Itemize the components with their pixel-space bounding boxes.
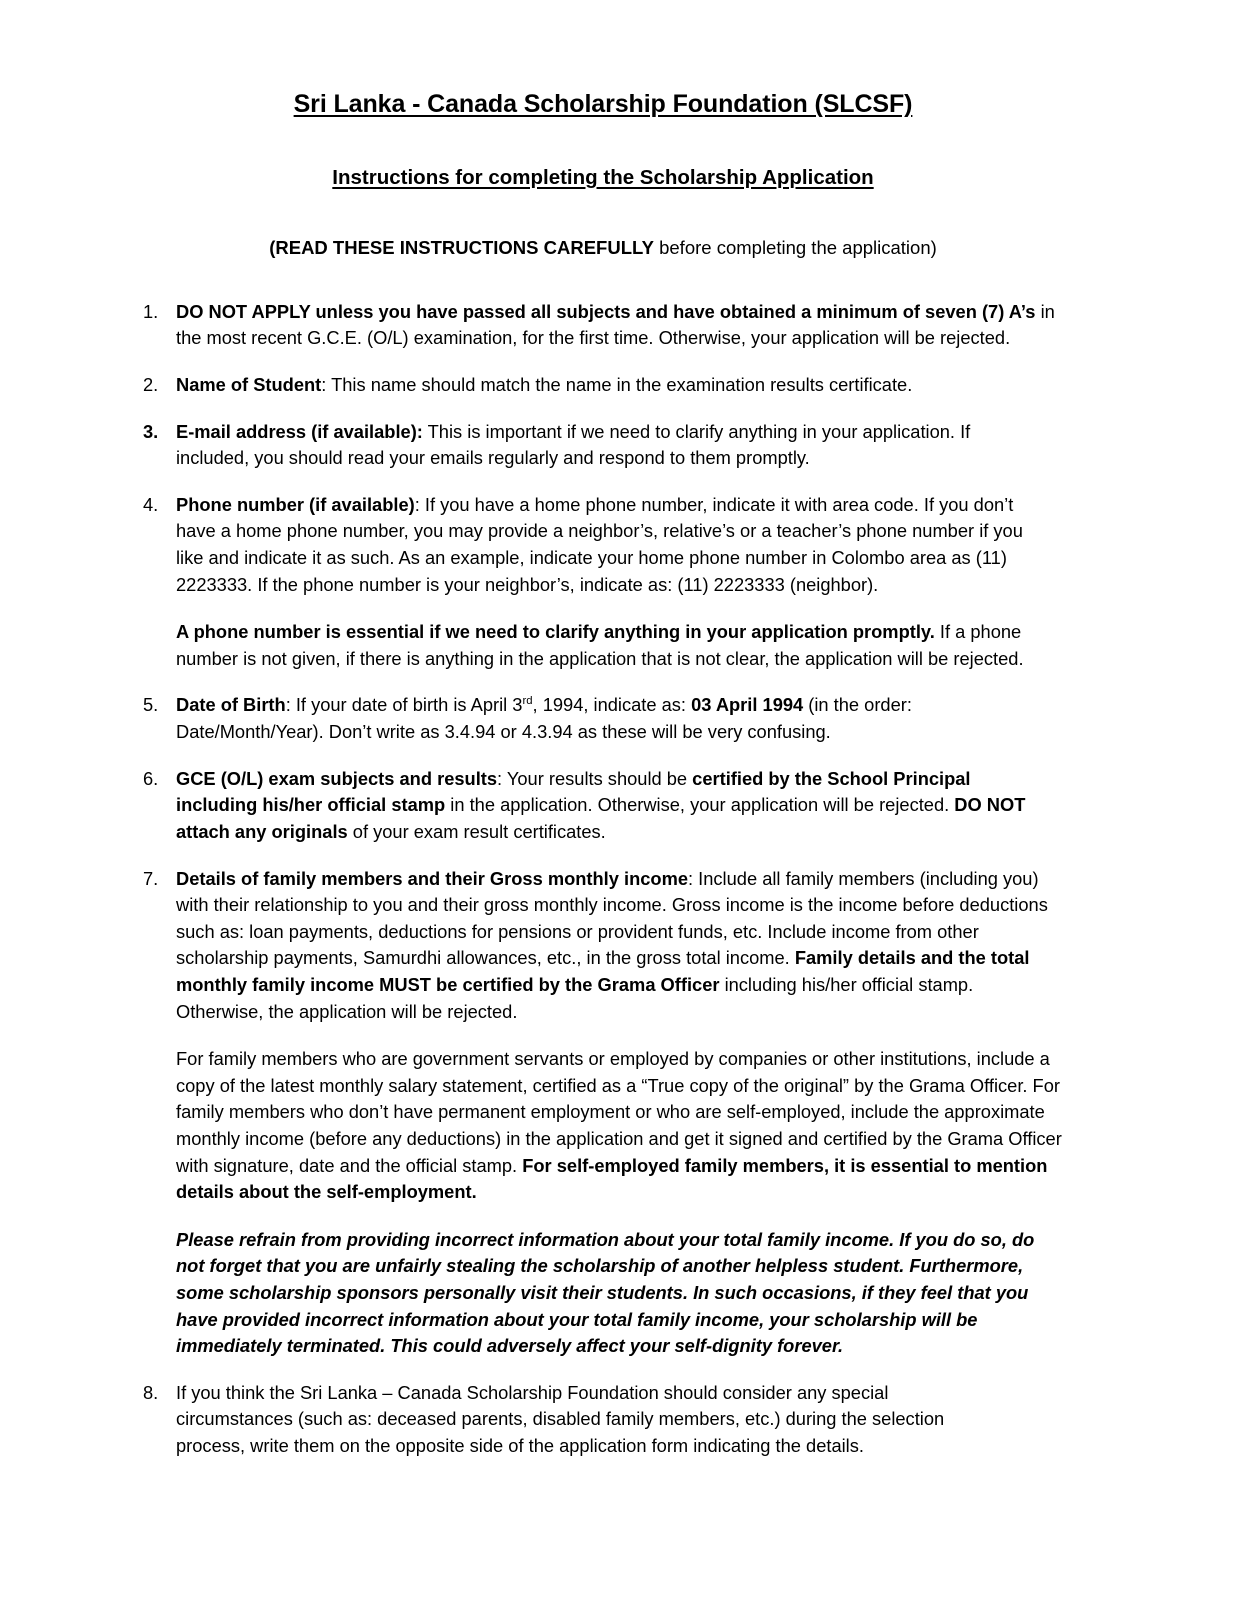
item-4-bold-emphasis: A phone number is essential if we need to clarify anything in your application promptly. bbox=[176, 621, 935, 643]
read-instructions-note bbox=[143, 190, 1063, 259]
item-6-bold-lead: GCE (O/L) exam subjects and results bbox=[176, 767, 498, 789]
item-5-text-b: , 1994, indicate as: bbox=[532, 694, 692, 716]
instructions-list bbox=[143, 259, 1063, 1460]
instruction-item-1 bbox=[143, 299, 1063, 352]
item-7-text-2: For family members who are government servants or employed by companies or other institutions, include a copy of the latest monthly salary statement, certified as a “True copy of the original” by the Grama Officer. For family members who don’t have permanent employment or who are self-employed, include the approximate monthly income (before any deductions) in the application and get it signed and certified by the Grama Officer with signature, date and the official stamp. bbox=[176, 1048, 1062, 1176]
item-number-7: 7. bbox=[143, 867, 159, 889]
item-number-2: 2. bbox=[143, 373, 159, 395]
item-number-1: 1. bbox=[143, 300, 159, 322]
item-7-bold-lead: Details of family members and their Gross monthly income bbox=[176, 867, 689, 889]
item-7-text-b: including his/her official stamp. Otherwise, the application will be rejected. bbox=[176, 973, 974, 1022]
item-number-8: 8. bbox=[143, 1381, 159, 1403]
item-3-bold-lead: E-mail address (if available): bbox=[176, 420, 423, 442]
item-8-paragraph: If you think the Sri Lanka – Canada Scholarship Foundation should consider any special circumstances (such as: deceased parents, disabled family members, etc.) during the selection process, write them on the opposite side of the application form indicating the details. bbox=[176, 1381, 945, 1457]
item-7-bold-b: Family details and the total monthly family income MUST be certified by the Grama Officer bbox=[176, 947, 1030, 995]
instruction-item-5 bbox=[143, 692, 1063, 745]
document-content bbox=[143, 0, 1063, 1480]
item-5-ordinal-suffix: rd bbox=[522, 695, 533, 708]
read-note-bold: (READ THESE INSTRUCTIONS CAREFULLY bbox=[269, 236, 654, 258]
instruction-item-3 bbox=[143, 419, 1063, 472]
item-number-5: 5. bbox=[143, 694, 159, 716]
instruction-item-4 bbox=[143, 492, 1063, 673]
item-6-paragraph bbox=[176, 766, 1048, 846]
read-note-rest: before completing the application) bbox=[653, 236, 937, 258]
item-1-text: in the most recent G.C.E. (O/L) examination, for the first time. Otherwise, your application will be rejected. bbox=[176, 300, 1055, 349]
item-6-text-c: of your exam result certificates. bbox=[347, 820, 606, 842]
item-4-paragraph-1 bbox=[176, 492, 1048, 598]
item-2-paragraph bbox=[176, 372, 1063, 399]
page-subtitle-text: Instructions for completing the Scholarship Application bbox=[332, 166, 874, 189]
item-6-text-a: : Your results should be bbox=[497, 767, 693, 789]
page-subtitle bbox=[143, 118, 1063, 190]
item-5-text-c: (in the order: Date/Month/Year). Don’t write as 3.4.94 or 4.3.94 as these will be very confusing. bbox=[176, 694, 912, 743]
item-7-text-a: : Include all family members (including you) with their relationship to you and their gross monthly income. Gross income is the income before deductions such as: loan payments, deductions for pensions or provident funds, etc. Include income from other scholarship payments, Samurdhi allowances, etc., in the gross total income. bbox=[176, 867, 1048, 969]
instruction-item-7 bbox=[143, 866, 1063, 1360]
item-6-text-b: in the application. Otherwise, your application will be rejected. bbox=[445, 794, 955, 816]
item-5-text-a: : If your date of birth is April 3 bbox=[285, 694, 523, 716]
item-3-text: This is important if we need to clarify anything in your application. If included, you should read your emails regularly and respond to them promptly. bbox=[176, 420, 971, 469]
item-7-paragraph-1 bbox=[176, 866, 1063, 1026]
instruction-item-6 bbox=[143, 766, 1063, 846]
item-4-text: : If you have a home phone number, indicate it with area code. If you don’t have a home phone number, you may provide a neighbor’s, relative’s or a teacher’s phone number if you like and indicate it as such. As an example, indicate your home phone number in Colombo area as (11) 2223333. If the phone number is your neighbor’s, indicate as: (11) 2223333 (neighbor). bbox=[176, 493, 1023, 595]
item-number-3: 3. bbox=[143, 420, 159, 442]
page-title-text: Sri Lanka - Canada Scholarship Foundation (SLCSF) bbox=[293, 90, 913, 118]
item-1-paragraph bbox=[176, 299, 1063, 352]
item-7-paragraph-3: Please refrain from providing incorrect information about your total family income. If you do so, do not forget that you are unfairly stealing the scholarship of another helpless student. Furthermore, some scholarship sponsors personally visit their students. In such occasions, if they feel that you have provided incorrect information about your total family income, your scholarship will be immediately terminated. This could adversely affect your self-dignity forever. bbox=[176, 1228, 1035, 1357]
item-4-paragraph-2 bbox=[176, 619, 1048, 672]
item-2-bold-lead: Name of Student bbox=[176, 373, 322, 395]
item-5-bold-lead: Date of Birth bbox=[176, 694, 286, 716]
item-7-paragraph-2 bbox=[176, 1046, 1063, 1206]
item-5-bold-date: 03 April 1994 bbox=[691, 694, 804, 716]
item-5-paragraph bbox=[176, 692, 1048, 745]
item-4-bold-lead: Phone number (if available) bbox=[176, 493, 415, 515]
item-7-bold-tail: For self-employed family members, it is essential to mention details about the self-employment. bbox=[176, 1154, 1048, 1203]
item-6-bold-b: certified by the School Principal including his/her official stamp bbox=[176, 767, 971, 816]
instruction-item-2 bbox=[143, 372, 1063, 399]
item-1-bold-lead: DO NOT APPLY unless you have passed all subjects and have obtained a minimum of seven (7) A’s bbox=[176, 300, 1036, 322]
item-6-bold-c: DO NOT attach any originals bbox=[176, 794, 1026, 842]
item-4-text-2: If a phone number is not given, if there is anything in the application that is not clear, the application will be rejected. bbox=[176, 621, 1024, 669]
page-title bbox=[143, 0, 1063, 118]
item-number-4: 4. bbox=[143, 493, 159, 515]
instruction-item-8 bbox=[143, 1380, 1063, 1460]
item-3-paragraph bbox=[176, 419, 1048, 472]
item-2-text: : This name should match the name in the examination results certificate. bbox=[321, 373, 913, 395]
item-number-6: 6. bbox=[143, 767, 159, 789]
